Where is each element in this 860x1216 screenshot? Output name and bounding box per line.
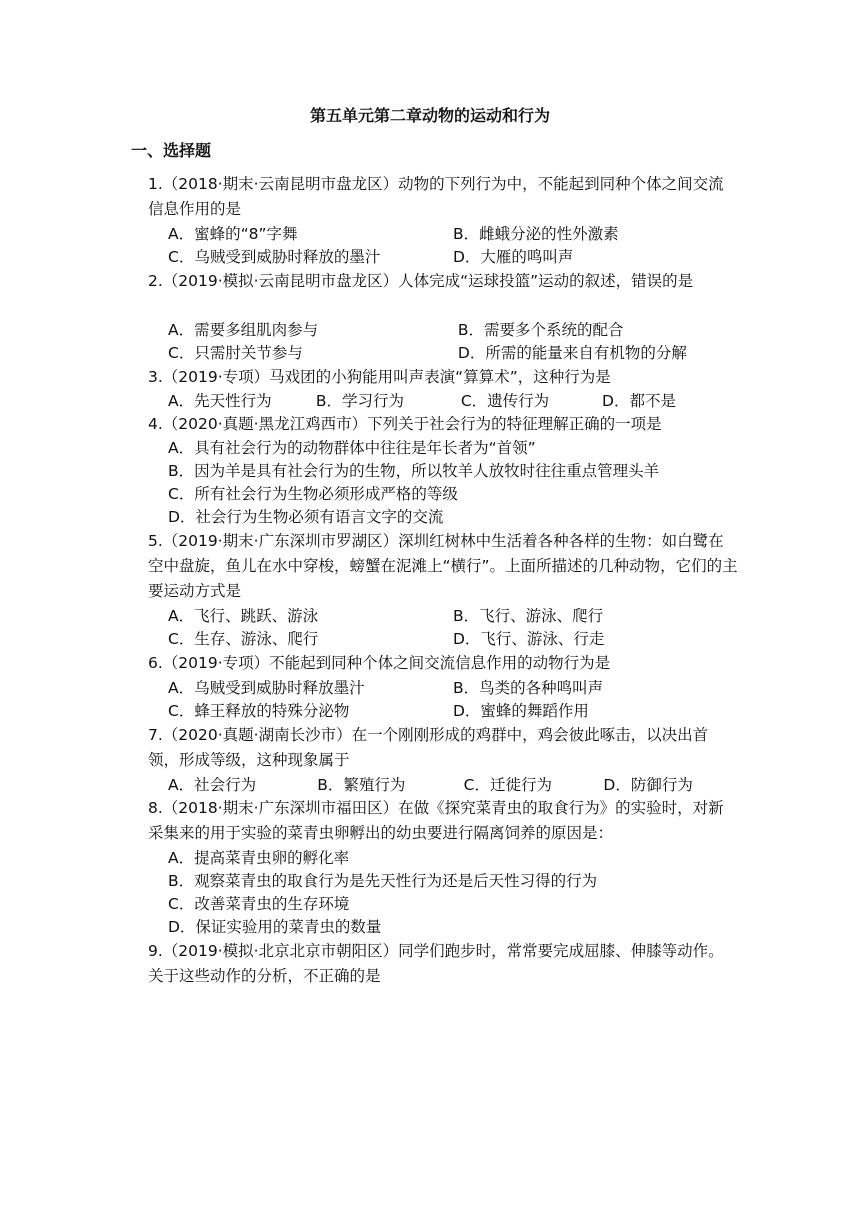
question-2 [148,269,738,294]
option-b: B．需要多个系统的配合 [457,321,624,339]
option-d: D．所需的能量来自有机物的分解 [457,344,687,362]
question-stem: 2.（2019·模拟·云南昆明市盘龙区）人体完成“运球投篮”运动的叙述，错误的是 [148,272,694,290]
option-d: D．飞行、游泳、行走 [453,630,605,648]
question-8-options [168,847,738,939]
question-4-options [168,437,738,529]
option-b: B．观察菜青虫的取食行为是先天性行为还是后天性习得的行为 [168,872,598,890]
question-5 [148,529,738,604]
option-c: C．乌贼受到威胁时释放的墨汁 [168,248,381,266]
question-5-options [168,605,738,651]
option-d: D．保证实验用的菜青虫的数量 [168,918,382,936]
option-a: A．社会行为 [168,776,257,794]
option-a: A．提高菜青虫卵的孵化率 [168,849,350,867]
section-heading: 一、选择题 [131,141,212,160]
question-1 [148,172,738,222]
question-7-options [168,774,738,797]
question-stem: 3.（2019·专项）马戏团的小狗能用叫声表演“算算术”，这种行为是 [148,368,611,386]
question-stem: 1.（2018·期末·云南昆明市盘龙区）动物的下列行为中，不能起到同种个体之间交流信息作用的是 [148,175,724,218]
option-c: C．迁徙行为 [463,776,552,794]
question-4 [148,412,738,437]
page-title: 第五单元第二章动物的运动和行为 [309,106,550,125]
option-b: B．雌蛾分泌的性外激素 [453,225,619,243]
option-c: C．所有社会行为生物必须形成严格的等级 [168,485,458,503]
option-c: C．只需肘关节参与 [168,344,303,362]
option-d: D．蜜蜂的舞蹈作用 [453,702,589,720]
option-a: A．乌贼受到威胁时释放墨汁 [168,679,365,697]
question-stem: 7.（2020·真题·湖南长沙市）在一个刚刚形成的鸡群中，鸡会彼此啄击，以决出首领，形成等级，这种现象属于 [148,726,709,769]
option-c: C．蜂王释放的特殊分泌物 [168,702,350,720]
option-a: A．具有社会行为的动物群体中往往是年长者为“首领” [168,439,536,457]
option-d: D．防御行为 [603,776,693,794]
question-8 [148,796,738,846]
option-c: C．遗传行为 [460,392,550,410]
option-d: D．都不是 [602,392,676,410]
question-2-options [168,319,738,365]
question-1-options [168,223,738,269]
option-b: B．繁殖行为 [317,776,406,794]
option-a: A．先天性行为 [168,392,272,410]
option-b: B．鸟类的各种鸣叫声 [453,679,604,697]
question-7 [148,723,738,773]
option-b: B．因为羊是具有社会行为的生物，所以牧羊人放牧时往往重点管理头羊 [168,462,660,480]
option-b: B．飞行、游泳、爬行 [453,607,604,625]
option-a: A．蜜蜂的“8”字舞 [168,225,298,243]
question-stem: 5.（2019·期末·广东深圳市罗湖区）深圳红树林中生活着各种各样的生物：如白鹭在空中盘旋，鱼儿在水中穿梭，螃蟹在泥滩上“横行”。上面所描述的几种动物，它们的主要运动方式是 [148,532,738,600]
question-9 [148,939,738,989]
option-b: B．学习行为 [315,392,404,410]
question-stem: 9.（2019·模拟·北京北京市朝阳区）同学们跑步时，常常要完成屈膝、伸膝等动作。关于这些动作的分析，不正确的是 [148,942,724,985]
question-stem: 8.（2018·期末·广东深圳市福田区）在做《探究菜青虫的取食行为》的实验时，对新采集来的用于实验的菜青虫卵孵出的幼虫要进行隔离饲养的原因是： [148,799,724,842]
option-d: D．社会行为生物必须有语言文字的交流 [168,508,444,526]
question-6 [148,651,738,676]
option-a: A．需要多组肌肉参与 [168,321,319,339]
option-c: C．改善菜青虫的生存环境 [168,895,350,913]
question-3-options [168,390,738,413]
option-a: A．飞行、跳跃、游泳 [168,607,319,625]
option-c: C．生存、游泳、爬行 [168,630,319,648]
question-6-options [168,677,738,723]
question-stem: 4.（2020·真题·黑龙江鸡西市）下列关于社会行为的特征理解正确的一项是 [148,415,662,433]
question-3 [148,365,738,390]
question-stem: 6.（2019·专项）不能起到同种个体之间交流信息作用的动物行为是 [148,654,611,672]
option-d: D．大雁的鸣叫声 [453,248,574,266]
